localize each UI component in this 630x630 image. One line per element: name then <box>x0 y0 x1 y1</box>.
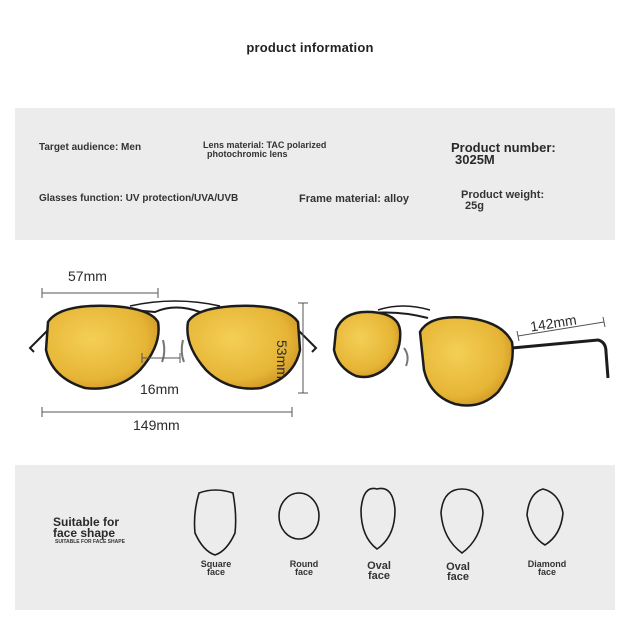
face-label-oval-2-line2: face <box>446 571 470 583</box>
glasses-function: Glasses function: UV protection/UVA/UVB <box>39 193 239 204</box>
oval-face-icon-2 <box>441 489 483 553</box>
face-label-square <box>186 560 246 576</box>
face-label-oval-1 <box>349 561 409 581</box>
face-label-oval-2 <box>428 562 488 582</box>
face-label-square-line1: Square <box>200 559 232 569</box>
frame-material: Frame material: alloy <box>299 193 410 205</box>
target-audience: Target audience: Men <box>39 142 142 153</box>
face-label-diamond <box>517 560 577 576</box>
diamond-face-icon <box>527 489 563 545</box>
face-label-oval-2-line1: Oval <box>446 561 470 573</box>
face-label-round <box>274 560 334 576</box>
face-shape-subtitle: SUITABLE FOR FACE SHAPE <box>55 539 125 545</box>
product-number <box>451 142 556 166</box>
lens-height-label: 53mm <box>274 340 290 379</box>
page-title: product information <box>246 40 374 55</box>
total-width-label: 149mm <box>133 417 180 433</box>
temple-length-label: 142mm <box>529 311 578 335</box>
left-lens <box>46 306 159 389</box>
oval-face-icon-1 <box>361 488 395 549</box>
face-label-round-line1: Round <box>289 559 319 569</box>
face-label-oval-1-line2: face <box>367 570 391 582</box>
angled-left-lens <box>334 312 400 377</box>
bridge-width-label: 16mm <box>140 381 179 397</box>
face-shape-outlines <box>15 465 615 610</box>
face-label-diamond-line1: Diamond <box>527 559 567 569</box>
lens-material-line2: photochromic lens <box>207 149 288 159</box>
product-weight-value: 25g <box>465 200 484 212</box>
face-shape-title-line1: Suitable for <box>53 515 120 529</box>
round-face-icon <box>279 493 319 539</box>
product-weight <box>461 190 544 212</box>
square-face-icon <box>195 490 236 555</box>
face-shape-panel <box>15 465 615 610</box>
product-number-label: Product number: <box>451 140 556 155</box>
face-label-round-line2: face <box>294 567 313 577</box>
face-label-square-line2: face <box>206 567 225 577</box>
lens-material <box>203 141 326 159</box>
product-number-value: 3025M <box>455 152 495 167</box>
lens-width-label: 57mm <box>68 268 107 284</box>
product-info-panel <box>15 108 615 240</box>
face-label-oval-1-line1: Oval <box>367 560 391 572</box>
face-shape-title-line2: face shape <box>53 526 116 540</box>
face-label-diamond-line2: face <box>537 567 556 577</box>
angled-right-lens <box>420 317 513 405</box>
product-weight-label: Product weight: <box>461 189 545 201</box>
lens-material-line1: Lens material: TAC polarized <box>203 140 327 150</box>
